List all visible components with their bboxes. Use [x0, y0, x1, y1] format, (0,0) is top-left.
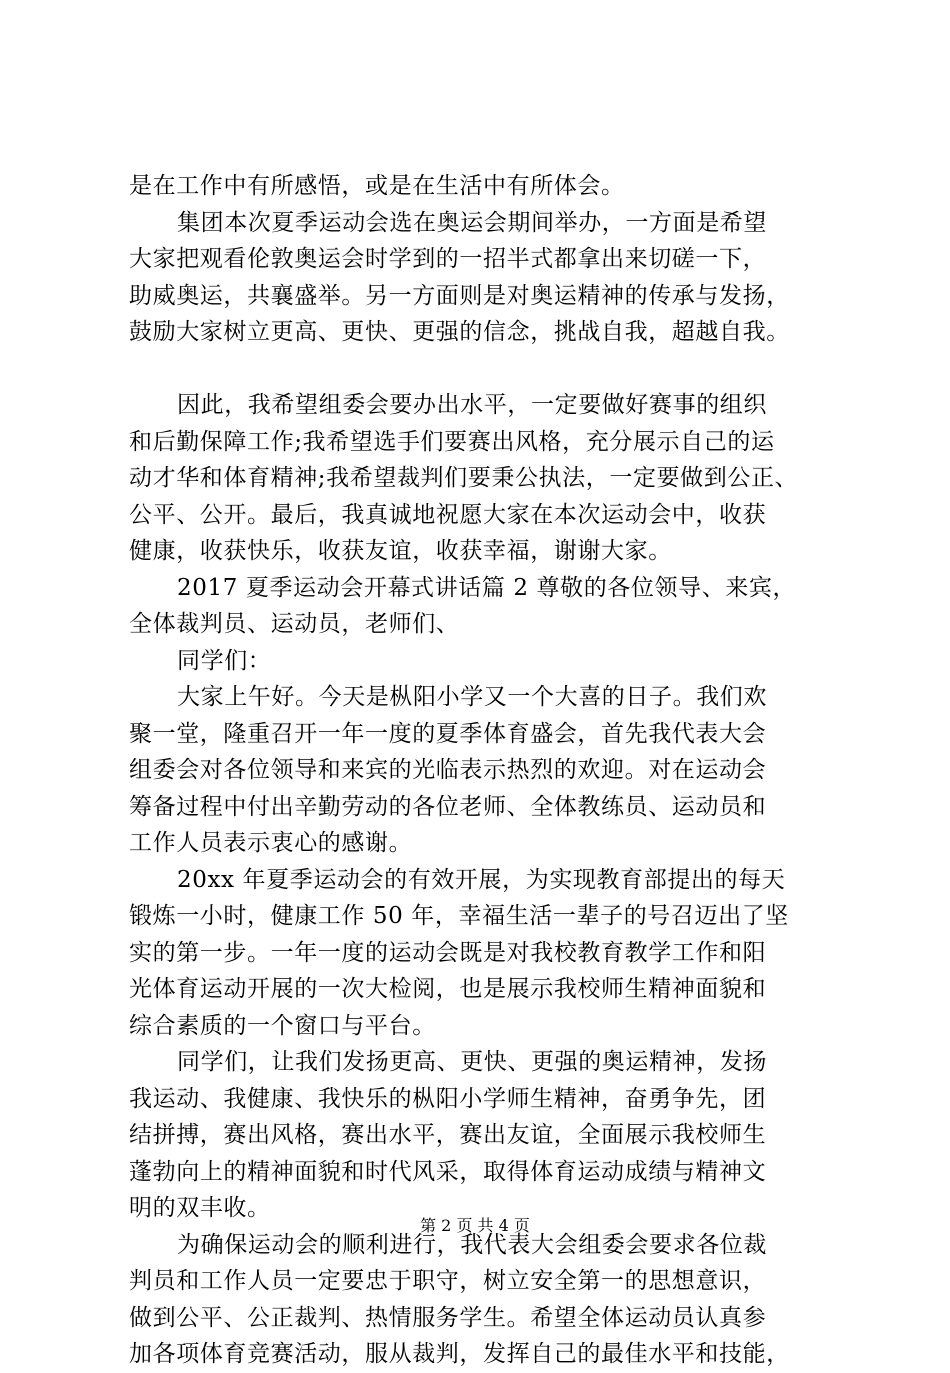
- page-number-footer: 第 2 页 共 4 页: [420, 1216, 530, 1235]
- text-line: 大家上午好。今天是枞阳小学又一个大喜的日子。我们欢: [177, 684, 767, 710]
- text-line: 同学们，让我们发扬更高、更快、更强的奥运精神，发扬: [177, 1049, 767, 1075]
- text-line: 锻炼一小时，健康工作 50 年，幸福生活一辈子的号召迈出了坚: [129, 903, 789, 929]
- text-line: 综合素质的一个窗口与平台。: [129, 1012, 436, 1039]
- text-line: 因此，我希望组委会要办出水平，一定要做好赛事的组织: [177, 392, 767, 418]
- document-body: [129, 168, 841, 1373]
- text-line: 鼓励大家树立更高、更快、更强的信念，挑战自我，超越自我。: [129, 319, 790, 345]
- text-line: 我运动、我健康、我快乐的枞阳小学师生精神，奋勇争先，团: [129, 1085, 767, 1112]
- text-line: 动才华和体育精神;我希望裁判们要秉公执法，一定要做到公正、: [129, 465, 799, 491]
- text-line: 同学们：: [177, 647, 272, 674]
- text-line: 公平、公开。最后，我真诚地祝愿大家在本次运动会中，收获: [129, 501, 767, 528]
- paragraph-gap: [129, 351, 841, 388]
- text-line: 大家把观看伦敦奥运会时学到的一招半式都拿出来切磋一下，: [129, 246, 767, 272]
- text-line: 蓬勃向上的精神面貌和时代风采，取得体育运动成绩与精神文: [129, 1158, 767, 1185]
- text-line: 和后勤保障工作;我希望选手们要赛出风格，充分展示自己的运: [129, 428, 775, 455]
- text-line: 加各项体育竞赛活动，服从裁判，发挥自己的最佳水平和技能，: [129, 1341, 790, 1367]
- text-line: 20xx 年夏季运动会的有效开展，为实现教育部提出的每天: [177, 866, 786, 893]
- text-line: 聚一堂，隆重召开一年一度的夏季体育盛会，首先我代表大会: [129, 720, 767, 747]
- text-line: 判员和工作人员一定要忠于职守，树立安全第一的思想意识，: [129, 1268, 767, 1294]
- text-line: 助威奥运，共襄盛举。另一方面则是对奥运精神的传承与发扬，: [129, 282, 790, 309]
- text-line: 光体育运动开展的一次大检阅，也是展示我校师生精神面貌和: [129, 976, 767, 1002]
- text-line: 全体裁判员、运动员，老师们、: [129, 611, 460, 637]
- text-line: 组委会对各位领导和来宾的光临表示热烈的欢迎。对在运动会: [129, 757, 767, 783]
- text-line: 为确保运动会的顺利进行，我代表大会组委会要求各位裁: [177, 1231, 767, 1258]
- text-line: 是在工作中有所感悟，或是在生活中有所体会。: [129, 173, 625, 199]
- text-line: 明的双丰收。: [129, 1195, 271, 1221]
- text-line: 结拼搏，赛出风格，赛出水平，赛出友谊，全面展示我校师生: [129, 1122, 767, 1148]
- text-line: 做到公平、公正裁判、热情服务学生。希望全体运动员认真参: [129, 1304, 767, 1331]
- text-line: 健康，收获快乐，收获友谊，收获幸福，谢谢大家。: [129, 538, 672, 564]
- text-line: 2017 夏季运动会开幕式讲话篇 2 尊敬的各位领导、来宾，: [177, 574, 797, 601]
- text-line: 工作人员表示衷心的感谢。: [129, 830, 413, 856]
- text-line: 筹备过程中付出辛勤劳动的各位老师、全体教练员、运动员和: [129, 793, 767, 820]
- text-line: 实的第一步。一年一度的运动会既是对我校教育教学工作和阳: [129, 939, 767, 966]
- text-line: 集团本次夏季运动会选在奥运会期间举办，一方面是希望: [177, 209, 767, 236]
